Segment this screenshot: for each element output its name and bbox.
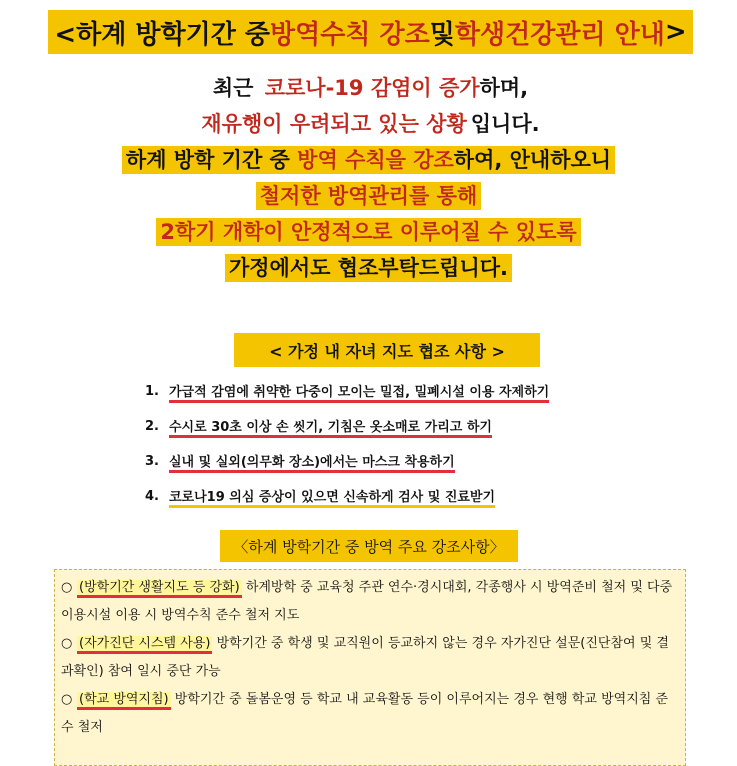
title-highlight-2: 학생건강관리 안내 <box>454 19 665 50</box>
title-suffix: > <box>664 17 687 47</box>
intro-line-1-a: 최근 <box>212 76 261 100</box>
emphasis-item <box>61 574 679 630</box>
intro-line-5-red: 2학기 개학이 안정적으로 이루어질 수 있도록 <box>156 218 580 246</box>
guide-item <box>145 479 705 514</box>
intro-line-1-b: 하며, <box>479 76 529 100</box>
intro-line-3-b: 하여, 안내하오니 <box>454 146 615 174</box>
circle-bullet-icon: ○ <box>61 692 73 707</box>
emphasis-item-badge: (자가진단 시스템 사용) <box>77 636 212 654</box>
intro-line-4-red: 철저한 방역관리를 통해 <box>256 182 481 210</box>
emphasis-item-text: 방학기간 중 학생 및 교직원이 등교하지 않는 경우 자가진단 설문(진단참여 및 결과확인) 참여 일시 중단 가능 <box>61 636 669 679</box>
guide-item <box>145 409 705 444</box>
intro-line-2-red: 재유행이 우려되고 있는 상황 <box>201 112 467 136</box>
page-title <box>48 10 693 54</box>
intro-line-3 <box>0 142 737 178</box>
title-middle: 및 <box>429 19 455 50</box>
intro-line-2-b: 입니다. <box>470 112 540 136</box>
guide-item-number: 3. <box>145 454 159 469</box>
emphasis-heading: 〈하계 방학기간 중 방역 주요 강조사항〉 <box>220 530 518 562</box>
guide-list <box>145 374 705 514</box>
guide-item-text: 수시로 30초 이상 손 씻기, 기침은 옷소매로 가리고 하기 <box>169 416 492 438</box>
guide-item-text: 가급적 감염에 취약한 다중이 모이는 밀접, 밀폐시설 이용 자제하기 <box>169 381 549 403</box>
intro-line-4 <box>0 178 737 214</box>
intro-line-5 <box>0 214 737 250</box>
circle-bullet-icon: ○ <box>61 636 73 651</box>
guide-item <box>145 444 705 479</box>
emphasis-item-badge: (학교 방역지침) <box>77 692 171 710</box>
intro-line-1-red: 코로나-19 감염이 증가 <box>264 76 480 100</box>
intro-line-1 <box>0 70 737 106</box>
intro-line-6-a: 가정에서도 협조부탁드립니다. <box>225 254 512 282</box>
guide-item-number: 1. <box>145 384 159 399</box>
circle-bullet-icon: ○ <box>61 580 73 595</box>
intro-line-6 <box>0 250 737 286</box>
guide-item-number: 2. <box>145 419 159 434</box>
intro-line-2 <box>0 106 737 142</box>
guide-heading: < 가정 내 자녀 지도 협조 사항 > <box>234 333 540 367</box>
emphasis-item <box>61 686 679 742</box>
emphasis-item-text: 하계방학 중 교육청 주관 연수·경시대회, 각종행사 시 방역준비 철저 및 다중이용시설 이용 시 방역수칙 준수 철저 지도 <box>61 580 673 623</box>
guide-item <box>145 374 705 409</box>
emphasis-item-text: 방학기간 중 돌봄운영 등 학교 내 교육활동 등이 이루어지는 경우 현행 학교 방역지침 준수 철저 <box>61 692 669 735</box>
title-prefix: <하계 방학기간 중 <box>54 19 271 50</box>
emphasis-item <box>61 630 679 686</box>
intro-line-3-a: 하계 방학 기간 중 <box>122 146 297 174</box>
intro-line-3-red: 방역 수칙을 강조 <box>297 148 454 172</box>
emphasis-item-badge: (방학기간 생활지도 등 강화) <box>77 580 242 598</box>
guide-item-number: 4. <box>145 489 159 504</box>
guide-item-text: 실내 및 실외(의무화 장소)에서는 마스크 착용하기 <box>169 451 455 473</box>
guide-item-text: 코로나19 의심 증상이 있으면 신속하게 검사 및 진료받기 <box>169 486 495 508</box>
intro-message <box>0 70 737 286</box>
emphasis-box <box>54 569 686 766</box>
title-highlight-1: 방역수칙 강조 <box>270 19 430 50</box>
